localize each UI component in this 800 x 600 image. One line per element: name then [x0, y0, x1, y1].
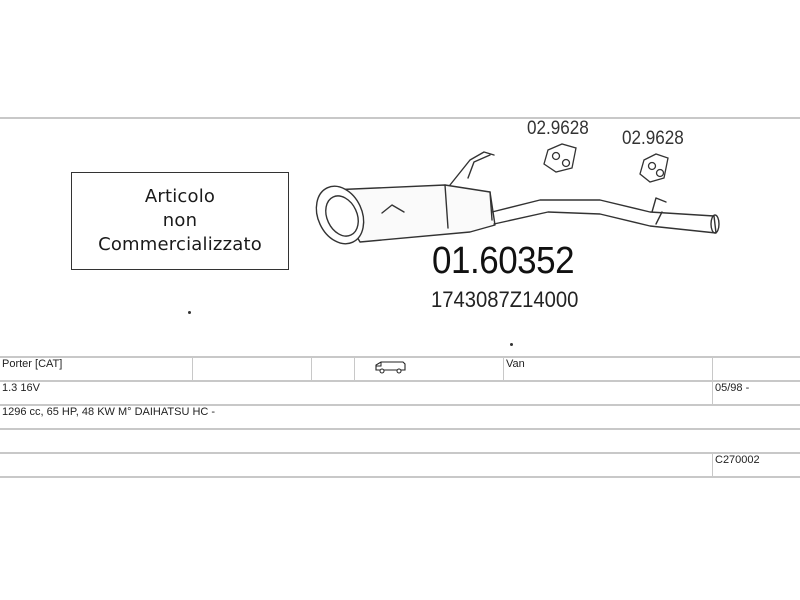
stamp-line-1: Articolo [144, 186, 216, 207]
body-type-icon-cell [355, 357, 504, 381]
stamp-line-2: non [162, 210, 198, 231]
empty-row [0, 429, 800, 453]
part-number[interactable]: 01.60352 [432, 240, 575, 282]
not-commercialized-stamp [71, 172, 289, 270]
empty-cell [0, 453, 713, 477]
clamp-code-1[interactable]: 02.9628 [527, 118, 589, 139]
table-row [0, 453, 800, 477]
empty-cell [193, 357, 312, 381]
empty-cell [713, 357, 800, 381]
body-type-cell: Van [504, 357, 713, 381]
engine-cell: 1.3 16V [2, 382, 40, 394]
clamp-icon-2 [640, 154, 668, 182]
clamp-icon-1 [544, 144, 576, 172]
stamp-line-3: Commercializzato [98, 234, 262, 255]
stray-dot-2 [510, 343, 513, 346]
vehicle-spec-table [0, 356, 800, 478]
van-icon [375, 360, 407, 374]
model-cell: Porter [CAT] [0, 357, 193, 381]
catalog-code-cell: C270002 [713, 453, 800, 477]
table-row [0, 429, 800, 453]
table-row [0, 357, 800, 381]
details-cell: 1296 cc, 65 HP, 48 KW M° DAIHATSU HC - [2, 406, 216, 418]
oe-number: 1743087Z14000 [431, 287, 579, 312]
empty-cell [312, 357, 355, 381]
stray-dot [188, 311, 191, 314]
clamp-code-2[interactable]: 02.9628 [622, 128, 684, 149]
table-row [0, 405, 800, 429]
table-row [0, 381, 800, 405]
date-range-cell: 05/98 - [713, 381, 800, 405]
